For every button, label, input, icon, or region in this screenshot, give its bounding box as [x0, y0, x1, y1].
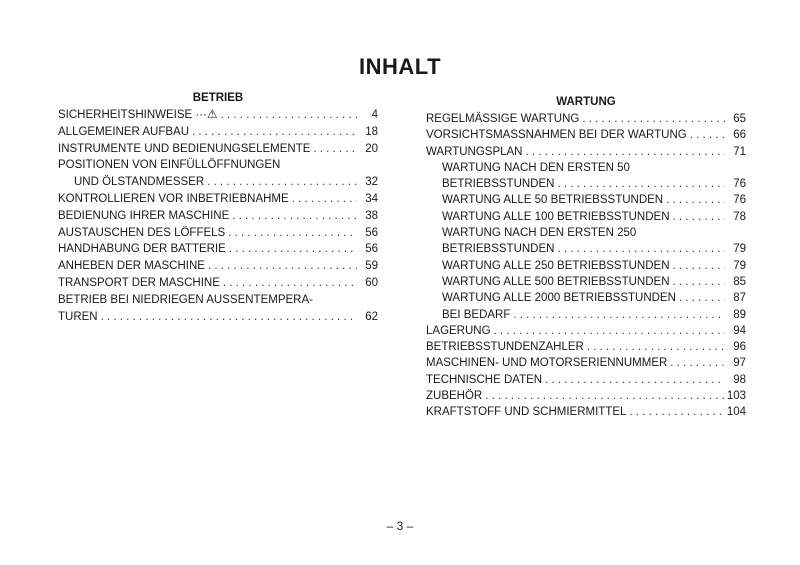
toc-entry-title: WARTUNG ALLE 50 BETRIEBSSTUNDEN: [442, 194, 664, 207]
toc-entry-title: SICHERHEITSHINWEISE ···: [58, 109, 207, 121]
dot-leader: [690, 127, 725, 143]
dot-leader: [666, 192, 725, 208]
toc-entry-page: 59: [365, 260, 378, 273]
dot-leader: [208, 258, 357, 275]
toc-entry-title: ALLGEMEINER AUFBAU: [58, 125, 190, 138]
toc-list-betrieb: [58, 107, 378, 325]
toc-entry-page: 76: [733, 178, 746, 191]
toc-entry-page: 79: [733, 259, 746, 272]
dot-leader: [582, 111, 725, 127]
toc-entry-page: 78: [733, 210, 746, 223]
toc-entry: [58, 124, 378, 141]
toc-column-betrieb: [58, 90, 378, 325]
dot-leader: [557, 241, 725, 257]
dot-leader: [223, 275, 357, 292]
page-title: INHALT: [358, 54, 442, 79]
toc-entry: [426, 355, 746, 371]
section-heading-betrieb: BETRIEB: [192, 92, 244, 104]
toc-entry-title: BETRIEB BEI NIEDRIEGEN AUSSENTEMPERA-: [58, 293, 313, 306]
dot-leader: [526, 144, 726, 160]
toc-entry-title: BEDIENUNG IHRER MASCHINE: [58, 209, 230, 222]
page-number: – 3 –: [386, 519, 414, 533]
toc-entry-title: KONTROLLIEREN VOR INBETRIEBNAHME: [58, 192, 289, 205]
toc-entry: [426, 127, 746, 143]
toc-entry: [426, 372, 746, 388]
toc-entry: [426, 241, 746, 257]
toc-entry: [58, 141, 378, 158]
toc-entry: [58, 258, 378, 275]
dot-leader: [670, 355, 725, 371]
toc-entry-page: 38: [365, 209, 378, 222]
dot-leader: [513, 307, 725, 323]
toc-entry-page: 79: [733, 243, 746, 256]
section-heading-wartung: WARTUNG: [556, 96, 616, 108]
toc-entry-title: TUREN: [58, 310, 98, 323]
toc-entry-title: REGELMÄSSIGE WARTUNG: [426, 113, 580, 125]
toc-entry: [426, 176, 746, 192]
toc-entry-page: 18: [365, 125, 378, 138]
toc-entry: [426, 192, 746, 208]
toc-entry-title: BEI BEDARF: [442, 308, 511, 321]
toc-entry-page: 60: [365, 276, 378, 289]
toc-entry: [58, 292, 378, 309]
toc-entry-title: WARTUNG ALLE 2000 BETRIEBSSTUNDEN: [442, 292, 676, 305]
dot-leader: [545, 372, 725, 388]
toc-entry-title: TECHNISCHE DATEN: [426, 373, 543, 386]
toc-entry-title: AUSTAUSCHEN DES LÖFFELS: [58, 226, 226, 239]
dot-leader: [228, 225, 357, 242]
toc-entry: [426, 160, 746, 176]
dot-leader: [557, 176, 725, 192]
toc-entry: [426, 339, 746, 355]
toc-entry: [426, 404, 746, 420]
dot-leader: [679, 290, 725, 306]
toc-entry-title: LAGERUNG: [426, 324, 491, 337]
toc-entry-title: WARTUNG NACH DEN ERSTEN 50: [442, 161, 630, 174]
toc-entry-title: WARTUNG ALLE 250 BETRIEBSSTUNDEN: [442, 259, 670, 272]
dot-leader: [229, 241, 357, 258]
toc-entry-title: BETRIEBSSTUNDEN: [442, 243, 555, 256]
toc-entry-page: 104: [726, 406, 746, 419]
toc-entry-title: WARTUNGSPLAN: [426, 145, 523, 158]
dot-leader: [673, 258, 725, 274]
toc-entry-page: 20: [365, 142, 378, 155]
dot-leader: [629, 404, 723, 420]
toc-entry-title: WARTUNG ALLE 100 BETRIEBSSTUNDEN: [442, 210, 670, 223]
dot-leader: [673, 274, 725, 290]
dot-leader: [207, 174, 357, 191]
dot-leader: [101, 309, 357, 326]
toc-entry: [426, 307, 746, 323]
toc-entry: [58, 241, 378, 258]
toc-entry: [426, 258, 746, 274]
toc-entry-page: 76: [733, 194, 746, 207]
dot-leader: [485, 388, 724, 404]
toc-entry-page: 34: [365, 192, 378, 205]
toc-entry: [426, 144, 746, 160]
dot-leader: [232, 208, 357, 225]
dot-leader: [587, 339, 725, 355]
toc-entry-page: 56: [365, 243, 378, 256]
toc-entry-page: 56: [365, 226, 378, 239]
toc-entry-title: INSTRUMENTE UND BEDIENUNGSELEMENTE: [58, 142, 311, 155]
toc-entry-page: 87: [733, 292, 746, 305]
toc-entry: [426, 209, 746, 225]
toc-entry: [58, 174, 378, 191]
toc-entry-page: 71: [733, 145, 746, 158]
toc-entry-page: 94: [733, 324, 746, 337]
toc-entry-page: 32: [365, 176, 378, 189]
dot-leader: [192, 124, 357, 141]
toc-entry-page: 103: [726, 390, 746, 403]
dot-leader: [313, 141, 357, 158]
toc-entry: [58, 107, 378, 124]
toc-entry-title: ANHEBEN DER MASCHINE: [58, 260, 205, 273]
dot-leader: [221, 107, 357, 124]
toc-entry-title: ZUBEHÖR: [426, 390, 483, 403]
dot-leader: [494, 323, 725, 339]
toc-entry: [58, 275, 378, 292]
warning-triangle-icon: ⚠: [206, 107, 218, 121]
toc-entry-title: MASCHINEN- UND MOTORSERIENNUMMER: [426, 357, 668, 370]
toc-entry-page: 65: [733, 113, 746, 125]
toc-list-wartung: [426, 111, 746, 421]
toc-entry-title: UND ÖLSTANDMESSER: [74, 176, 205, 189]
toc-entry-title: BETRIEBSSTUNDEN: [442, 178, 555, 191]
dot-leader: [673, 209, 725, 225]
toc-entry-title: BETRIEBSSTUNDENZAHLER: [426, 341, 584, 354]
toc-entry-title: WARTUNG NACH DEN ERSTEN 250: [442, 227, 637, 240]
toc-entry-title: WARTUNG ALLE 500 BETRIEBSSTUNDEN: [442, 275, 670, 288]
toc-entry-title: POSITIONEN VON EINFÜLLÖFFNUNGEN: [58, 159, 281, 172]
toc-entry-title: TRANSPORT DER MASCHINE: [58, 276, 220, 289]
toc-entry-page: 89: [733, 308, 746, 321]
toc-entry: [58, 208, 378, 225]
toc-entry: [58, 225, 378, 242]
toc-entry: [58, 191, 378, 208]
toc-entry: [426, 274, 746, 290]
toc-entry-page: 62: [365, 310, 378, 323]
toc-entry-title: KRAFTSTOFF UND SCHMIERMITTEL: [426, 406, 627, 419]
toc-entry-page: 85: [733, 275, 746, 288]
toc-entry: [426, 225, 746, 241]
toc-entry: [426, 290, 746, 306]
toc-entry: [426, 388, 746, 404]
toc-entry-page: 66: [733, 129, 746, 142]
toc-entry-page: 98: [733, 373, 746, 386]
toc-entry: [426, 111, 746, 127]
toc-entry-page: 4: [371, 109, 378, 121]
toc-entry-title: VORSICHTSMASSNAHMEN BEI DER WARTUNG: [426, 129, 687, 142]
toc-column-wartung: [426, 90, 746, 421]
dot-leader: [292, 191, 357, 208]
toc-entry: [58, 157, 378, 174]
toc-entry-page: 97: [733, 357, 746, 370]
toc-entry: [426, 323, 746, 339]
toc-entry-page: 96: [733, 341, 746, 354]
toc-entry-title: HANDHABUNG DER BATTERIE: [58, 243, 226, 256]
toc-entry: [58, 309, 378, 326]
